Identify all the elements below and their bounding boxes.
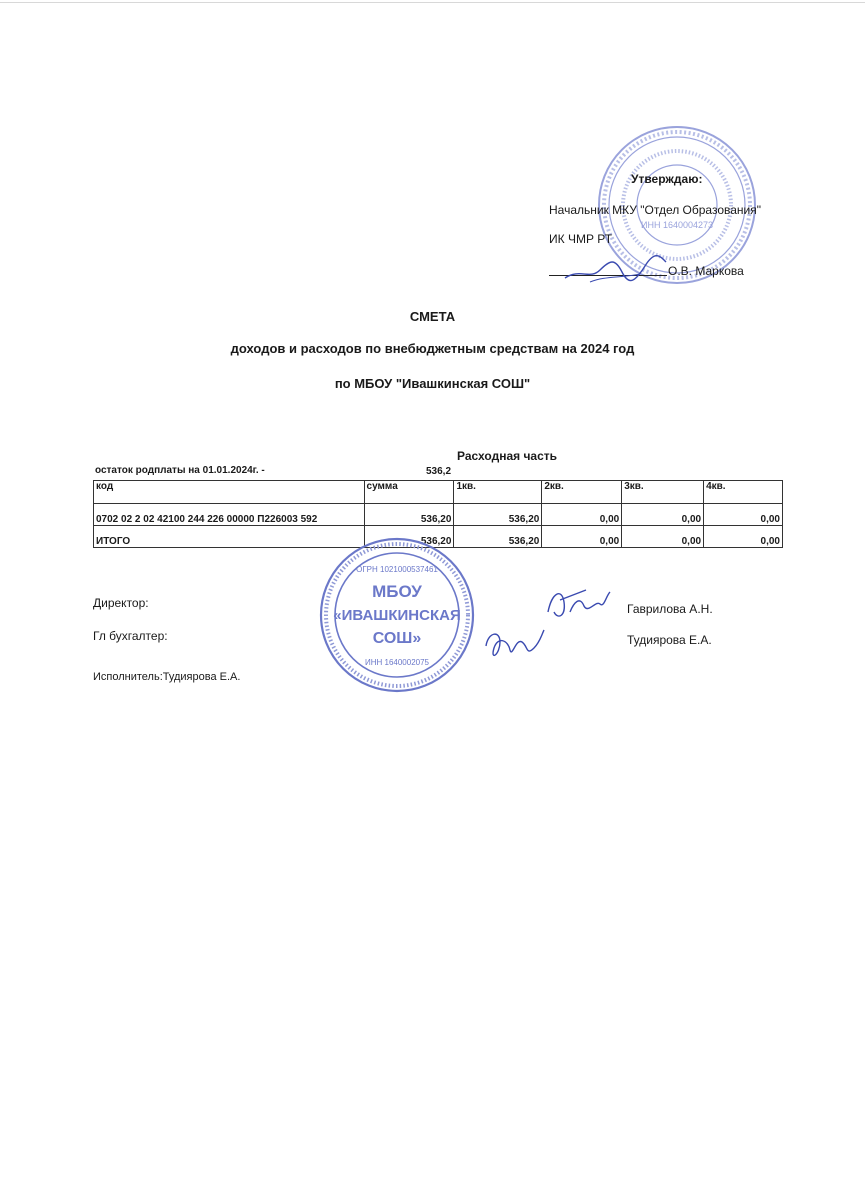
school-stamp-line3: СОШ» — [372, 630, 422, 647]
school-stamp-line2: «ИВАШКИНСКАЯ — [333, 607, 461, 624]
approval-department: ИК ЧМР РТ — [549, 232, 613, 246]
document-organization: по МБОУ "Ивашкинская СОШ" — [334, 376, 531, 391]
director-name: Гаврилова А.Н. — [627, 602, 713, 616]
balance-value: 536,2 — [426, 466, 452, 477]
school-stamp-line1: МБОУ — [372, 582, 422, 601]
accountant-name: Тудиярова Е.А. — [627, 633, 712, 647]
total-q3: 0,00 — [622, 526, 704, 548]
header-q3: 3кв. — [622, 481, 704, 504]
table-row — [94, 504, 783, 526]
total-sum: 536,20 — [364, 526, 454, 548]
header-code: код — [94, 481, 365, 504]
director-label: Директор: — [93, 596, 149, 610]
balance-label: остаток родплаты на 01.01.2024г. - — [95, 465, 265, 476]
approval-name: О.В. Маркова — [668, 264, 744, 278]
school-stamp — [317, 535, 477, 695]
cell-code: 0702 02 2 02 42100 244 226 00000 П226003 592 — [94, 504, 365, 526]
total-q2: 0,00 — [542, 526, 622, 548]
header-q1: 1кв. — [454, 481, 542, 504]
cell-q4: 0,00 — [704, 504, 783, 526]
total-label: ИТОГО — [94, 526, 365, 548]
approval-signature — [560, 248, 670, 288]
cell-q1: 536,20 — [454, 504, 542, 526]
header-sum: сумма — [364, 481, 454, 504]
document-title: СМЕТА — [409, 309, 456, 324]
cell-sum: 536,20 — [364, 504, 454, 526]
total-q1: 536,20 — [454, 526, 542, 548]
table-header-row — [94, 481, 783, 504]
accountant-signature — [478, 612, 548, 667]
header-q2: 2кв. — [542, 481, 622, 504]
cell-q3: 0,00 — [622, 504, 704, 526]
accountant-label: Гл бухгалтер: — [93, 629, 168, 643]
approval-stamp-inn: ИНН 1640004273 — [640, 220, 714, 230]
cell-q2: 0,00 — [542, 504, 622, 526]
school-stamp-ogrn: ОГРН 1021000537461 — [356, 565, 438, 574]
director-signature — [540, 582, 615, 627]
header-q4: 4кв. — [704, 481, 783, 504]
school-stamp-inn: ИНН 1640002075 — [364, 658, 430, 667]
approval-title: Утверждаю: — [631, 172, 703, 186]
approval-position: Начальник МКУ "Отдел Образования" — [549, 203, 762, 217]
total-q4: 0,00 — [704, 526, 783, 548]
document-subtitle: доходов и расходов по внебюджетным средствам на 2024 год — [230, 341, 635, 356]
section-title: Расходная часть — [457, 449, 558, 463]
top-edge-line — [0, 2, 865, 3]
executor-line: Исполнитель:Тудиярова Е.А. — [93, 671, 241, 683]
